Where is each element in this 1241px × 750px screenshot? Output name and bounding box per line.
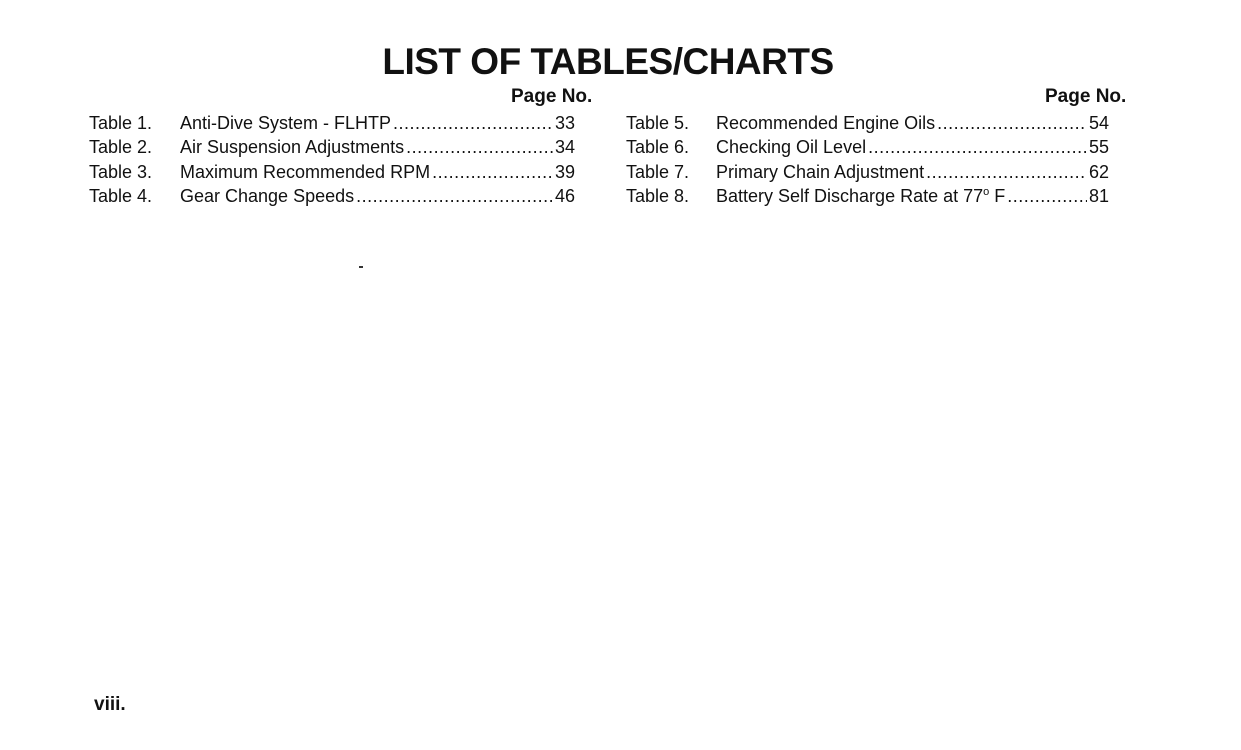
table-number: Table 6. [626,137,690,158]
table-title: Maximum Recommended RPM [180,161,431,182]
table-title: Recommended Engine Oils [716,113,936,133]
page-no-header-right: Page No. [1045,86,1127,107]
table-page-number: 34 [554,137,575,158]
toc-entry[interactable] [89,135,575,159]
toc-entry[interactable] [89,184,575,208]
page-no-header-left: Page No. [511,86,593,107]
table-page-number: 39 [554,161,575,182]
toc-entry[interactable] [89,160,575,184]
dot-leader [393,114,553,132]
table-title: Primary Chain Adjustment [716,161,925,182]
tables-list-left [89,111,575,208]
table-title: Air Suspension Adjustments [180,137,405,158]
dot-leader [937,114,1087,132]
table-title-text: Battery Self Discharge Rate at 77 [716,185,984,206]
dot-leader [1007,187,1087,205]
table-title: Anti-Dive System - FLHTP [180,113,392,133]
dot-leader [406,138,553,156]
page-number-footer: viii. [94,694,126,715]
toc-entry[interactable] [626,184,1109,208]
dot-leader [868,138,1087,156]
table-number: Table 3. [89,161,153,182]
dot-leader [356,187,553,205]
toc-entry[interactable] [626,160,1109,184]
dot-leader [926,163,1087,181]
table-page-number: 54 [1088,113,1109,133]
toc-entry[interactable] [626,111,1109,135]
dot-leader [432,163,553,181]
table-number: Table 1. [89,113,153,133]
table-title: Gear Change Speeds [180,185,355,206]
stray-print-mark [359,266,363,268]
table-page-number: 33 [554,113,575,133]
table-page-number: 81 [1088,185,1109,206]
table-page-number: 46 [554,185,575,206]
table-number: Table 2. [89,137,153,158]
table-number: Table 8. [626,185,690,206]
table-page-number: 62 [1088,161,1109,182]
tables-list-right [626,111,1109,208]
table-number: Table 7. [626,161,690,182]
degree-superscript: o [983,185,990,198]
table-number: Table 5. [626,113,690,133]
table-title [716,184,1005,208]
toc-entry[interactable] [626,135,1109,159]
table-page-number: 55 [1088,137,1109,158]
toc-entry[interactable] [89,111,575,135]
table-title-unit: F [989,185,1006,206]
table-title: Checking Oil Level [716,137,867,158]
page-title: LIST OF TABLES/CHARTS [382,41,834,82]
table-number: Table 4. [89,185,153,206]
